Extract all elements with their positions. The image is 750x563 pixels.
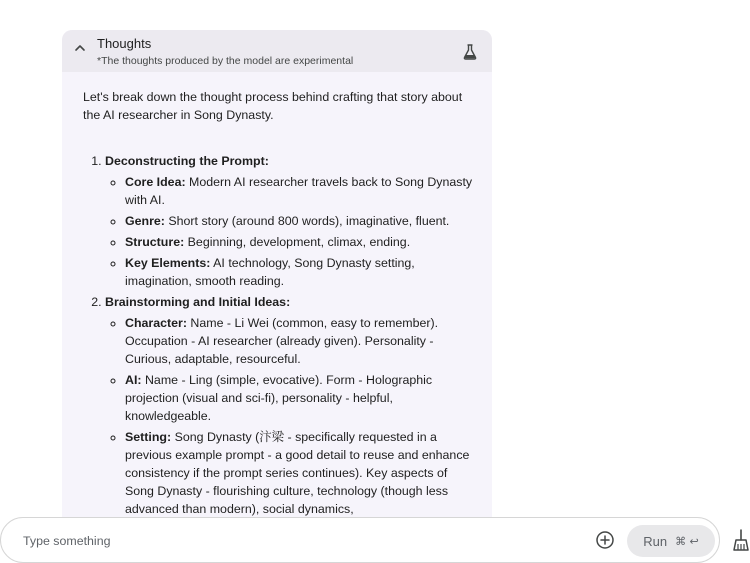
bullet-label: Key Elements: bbox=[125, 256, 211, 270]
run-shortcut-hint: ⌘ ↩ bbox=[675, 534, 699, 548]
thoughts-disclaimer: *The thoughts produced by the model are experimental bbox=[97, 55, 354, 67]
bullet-item bbox=[125, 371, 475, 425]
bullet-text: Name - Ling (simple, evocative). Form - Holographic projection (visual and sci-fi), personality - helpful, knowledgeable. bbox=[125, 373, 433, 423]
bullet-item bbox=[125, 233, 475, 251]
section-item bbox=[105, 293, 475, 518]
broom-icon[interactable] bbox=[733, 528, 750, 552]
bullet-label: Structure: bbox=[125, 235, 185, 249]
bullet-text: AI technology, Song Dynasty setting, imagination, smooth reading. bbox=[125, 256, 415, 288]
bullet-label: Genre: bbox=[125, 214, 165, 228]
thoughts-content bbox=[83, 88, 475, 521]
section-title: Deconstructing the Prompt: bbox=[105, 154, 269, 168]
section-item bbox=[105, 152, 475, 290]
thoughts-panel bbox=[62, 30, 492, 530]
section-bullets bbox=[105, 173, 475, 290]
add-circle-icon[interactable] bbox=[595, 530, 615, 550]
bullet-item bbox=[125, 314, 475, 368]
bullet-text: Short story (around 800 words), imaginative, fluent. bbox=[164, 214, 450, 228]
section-title: Brainstorming and Initial Ideas: bbox=[105, 295, 291, 309]
run-button-label: Run bbox=[643, 533, 668, 549]
bullet-label: Setting: bbox=[125, 430, 172, 444]
bullet-label: Core Idea: bbox=[125, 175, 186, 189]
bullet-label: AI: bbox=[125, 373, 142, 387]
bullet-text: Name - Li Wei (common, easy to remember). Occupation - AI researcher (already given). Personality - Curious, adaptable, resourceful. bbox=[125, 316, 439, 366]
bullet-text: Modern AI researcher travels back to Song Dynasty with AI. bbox=[125, 175, 473, 207]
prompt-composer bbox=[0, 517, 720, 563]
chevron-up-icon[interactable] bbox=[71, 39, 89, 57]
bullet-item bbox=[125, 254, 475, 290]
bullet-item bbox=[125, 173, 475, 209]
thoughts-intro: Let's break down the thought process behind crafting that story about the AI researcher in Song Dynasty. bbox=[83, 90, 463, 122]
bullet-item bbox=[125, 428, 475, 518]
thoughts-header[interactable] bbox=[62, 30, 492, 72]
bullet-text: Song Dynasty (汴梁 - specifically requested in a previous example prompt - a good detail to reuse and enhance consistency if the prompt series continues). Key aspects of Song Dynasty - flourishing culture, technology (though less advanced than modern), social dynamics, bbox=[125, 430, 470, 516]
section-bullets bbox=[105, 314, 475, 518]
thought-sections bbox=[83, 152, 475, 518]
bullet-text: Beginning, development, climax, ending. bbox=[184, 235, 411, 249]
bullet-item bbox=[125, 212, 475, 230]
flask-icon bbox=[462, 43, 478, 61]
run-button[interactable] bbox=[627, 525, 715, 557]
bullet-label: Character: bbox=[125, 316, 187, 330]
prompt-input[interactable] bbox=[23, 532, 563, 550]
thoughts-title: Thoughts bbox=[97, 36, 152, 51]
